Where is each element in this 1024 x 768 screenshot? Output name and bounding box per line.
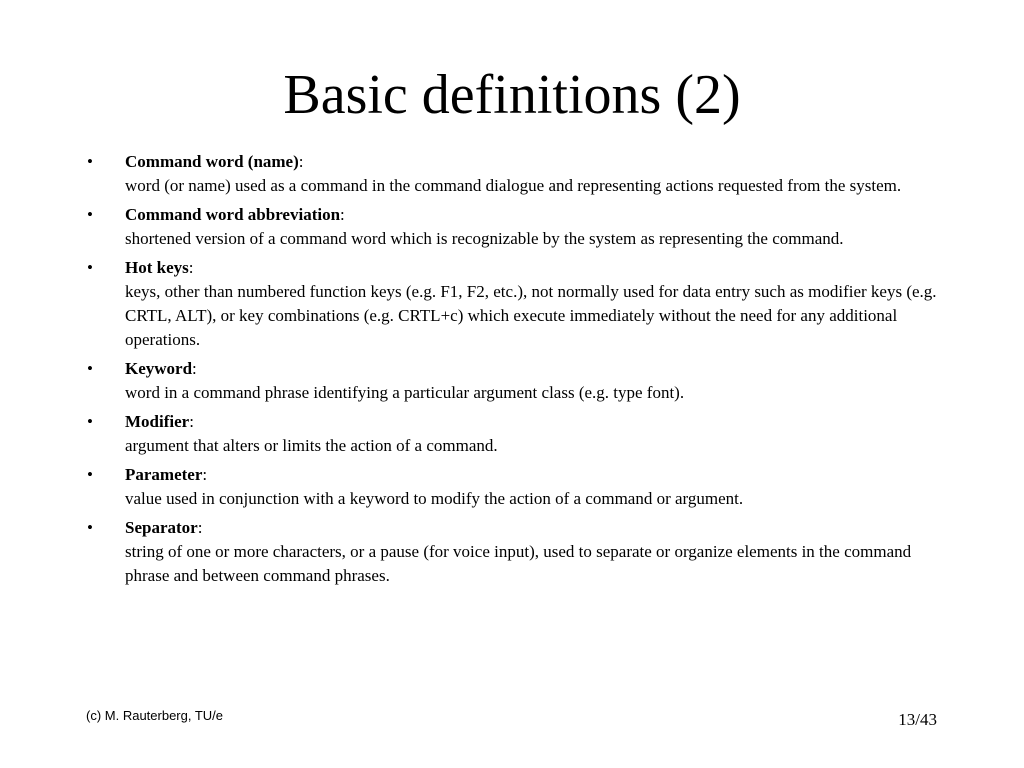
definition-description: keys, other than numbered function keys (e.g. F1, F2, etc.), not normally used for data entry such as modifier keys (e.g. CRTL, ALT), or key combinations (e.g. CRTL+c) which execute immediately without the need for any additional operations. — [125, 282, 937, 349]
bullet: • — [87, 152, 93, 171]
definition-item-command-word-abbreviation — [0, 203, 1024, 251]
definition-item-modifier — [0, 410, 1024, 458]
definition-description: argument that alters or limits the action of a command. — [125, 436, 498, 455]
definition-item-separator — [0, 516, 1024, 588]
bullet: • — [87, 518, 93, 537]
term-colon: : — [192, 359, 197, 378]
definition-item-hot-keys — [0, 256, 1024, 352]
bullet: • — [87, 205, 93, 224]
definition-list — [0, 150, 1024, 593]
definition-term: Hot keys — [125, 258, 189, 277]
term-colon: : — [188, 258, 194, 277]
definition-description: value used in conjunction with a keyword to modify the action of a command or argument. — [125, 489, 744, 508]
definition-description: string of one or more characters, or a pause (for voice input), used to separate or organize elements in the command phrase and between command phrases. — [125, 542, 912, 585]
term-colon: : — [202, 465, 208, 484]
bullet: • — [87, 359, 93, 378]
definition-item-command-word — [0, 150, 1024, 198]
definition-description: word in a command phrase identifying a particular argument class (e.g. type font). — [125, 383, 685, 402]
term-colon: : — [197, 518, 203, 537]
definition-term: Command word (name) — [125, 152, 299, 171]
term-colon: : — [298, 152, 304, 171]
definition-term: Parameter — [125, 465, 203, 484]
slide-title: Basic definitions (2) — [283, 64, 741, 126]
definition-term: Keyword — [125, 359, 193, 378]
footer-page-number: 13/43 — [898, 710, 937, 729]
bullet: • — [87, 412, 93, 431]
definition-term: Modifier — [125, 412, 190, 431]
definition-description: word (or name) used as a command in the command dialogue and representing actions requested from the system. — [125, 176, 902, 195]
bullet: • — [87, 258, 93, 277]
definition-item-keyword — [0, 357, 1024, 405]
definition-item-parameter — [0, 463, 1024, 511]
footer-copyright: (c) M. Rauterberg, TU/e — [86, 708, 224, 723]
definition-term: Command word abbreviation — [125, 205, 341, 224]
definition-term: Separator — [125, 518, 198, 537]
bullet: • — [87, 465, 93, 484]
term-colon: : — [340, 205, 345, 224]
term-colon: : — [189, 412, 194, 431]
definition-description: shortened version of a command word which is recognizable by the system as representing the command. — [125, 229, 844, 248]
